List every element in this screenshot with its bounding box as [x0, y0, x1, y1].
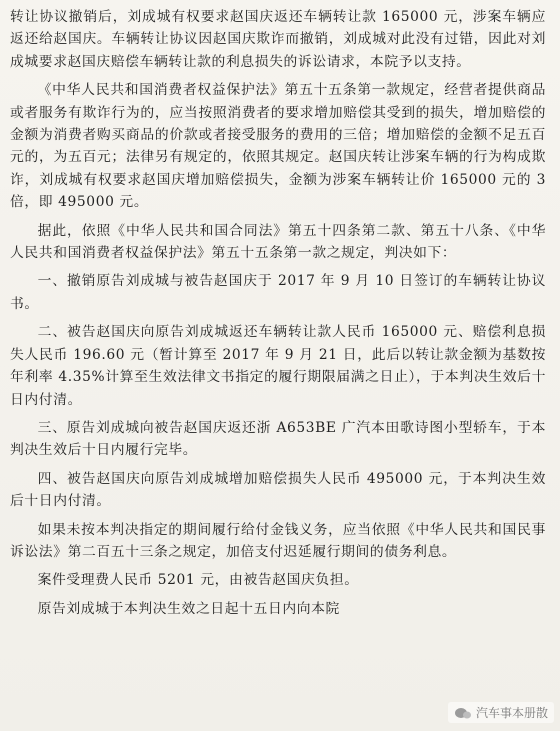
paragraph-case-fee: 案件受理费人民币 5201 元，由被告赵国庆负担。	[37, 572, 359, 589]
watermark-icon	[454, 706, 472, 720]
judgment-item-3: 三、原告刘成城向被告赵国庆返还浙 A653BE 广汽本田歌诗图小型轿车，于本判决生效后十日内履行完毕。	[10, 419, 546, 459]
paragraph-judgment-basis: 据此，依照《中华人民共和国合同法》第五十四条第二款、第五十八条、《中华人民共和国消费者权益保护法》第五十五条第一款之规定，判决如下：	[10, 222, 546, 262]
judgment-item-1: 一、撤销原告刘成城与被告赵国庆于 2017 年 9 月 10 日签订的车辆转让协议书。	[10, 273, 546, 312]
paragraph-consumer-law: 《中华人民共和国消费者权益保护法》第五十五条第一款规定，经营者提供商品或者服务有欺诈行为的，应当按照消费者的要求增加赔偿其受到的损失，增加赔偿的金额为消费者购买商品的价款或者接受服务的费用的三倍；增加赔偿的金额不足五百元的，为五百元；法律另有规定的，依照其规定。赵国庆转让涉案车辆的行为构成欺诈，刘成城有权要求赵国庆增加赔偿损失，金额为涉案车辆转让价 165000 元的 3 倍，即 495000 元。	[10, 82, 546, 211]
judgment-item-4: 四、被告赵国庆向原告刘成城增加赔偿损失人民币 495000 元，于本判决生效后十日内付清。	[10, 470, 546, 510]
paragraph-refund-interest: 转让协议撤销后，刘成城有权要求赵国庆返还车辆转让款 165000 元，涉案车辆应返还给赵国庆。车辆转让协议因赵国庆欺诈而撤销，刘成城对此没有过错，因此对刘成城要求赵国庆赔偿车辆转让款的利息损失的诉讼请求，本院予以支持。	[10, 9, 546, 70]
paragraph-appeal-truncated: 原告刘成城于本判决生效之日起十五日内向本院	[37, 600, 340, 617]
watermark-badge	[448, 702, 554, 723]
judgment-item-2: 二、被告赵国庆向原告刘成城返还车辆转让款人民币 165000 元、赔偿利息损失人民币 196.60 元（暂计算至 2017 年 9 月 21 日，此后以转让款金额为基数按年利率 4.35%计算至生效法律文书指定的履行期限届满之日止），于本判决生效后十日内付清。	[10, 324, 546, 408]
paragraph-late-payment: 如果未按本判决指定的期间履行给付金钱义务，应当依照《中华人民共和国民事诉讼法》第二百五十三条之规定，加倍支付迟延履行期间的债务利息。	[10, 521, 546, 560]
watermark-text: 汽车事本册散	[475, 706, 548, 720]
